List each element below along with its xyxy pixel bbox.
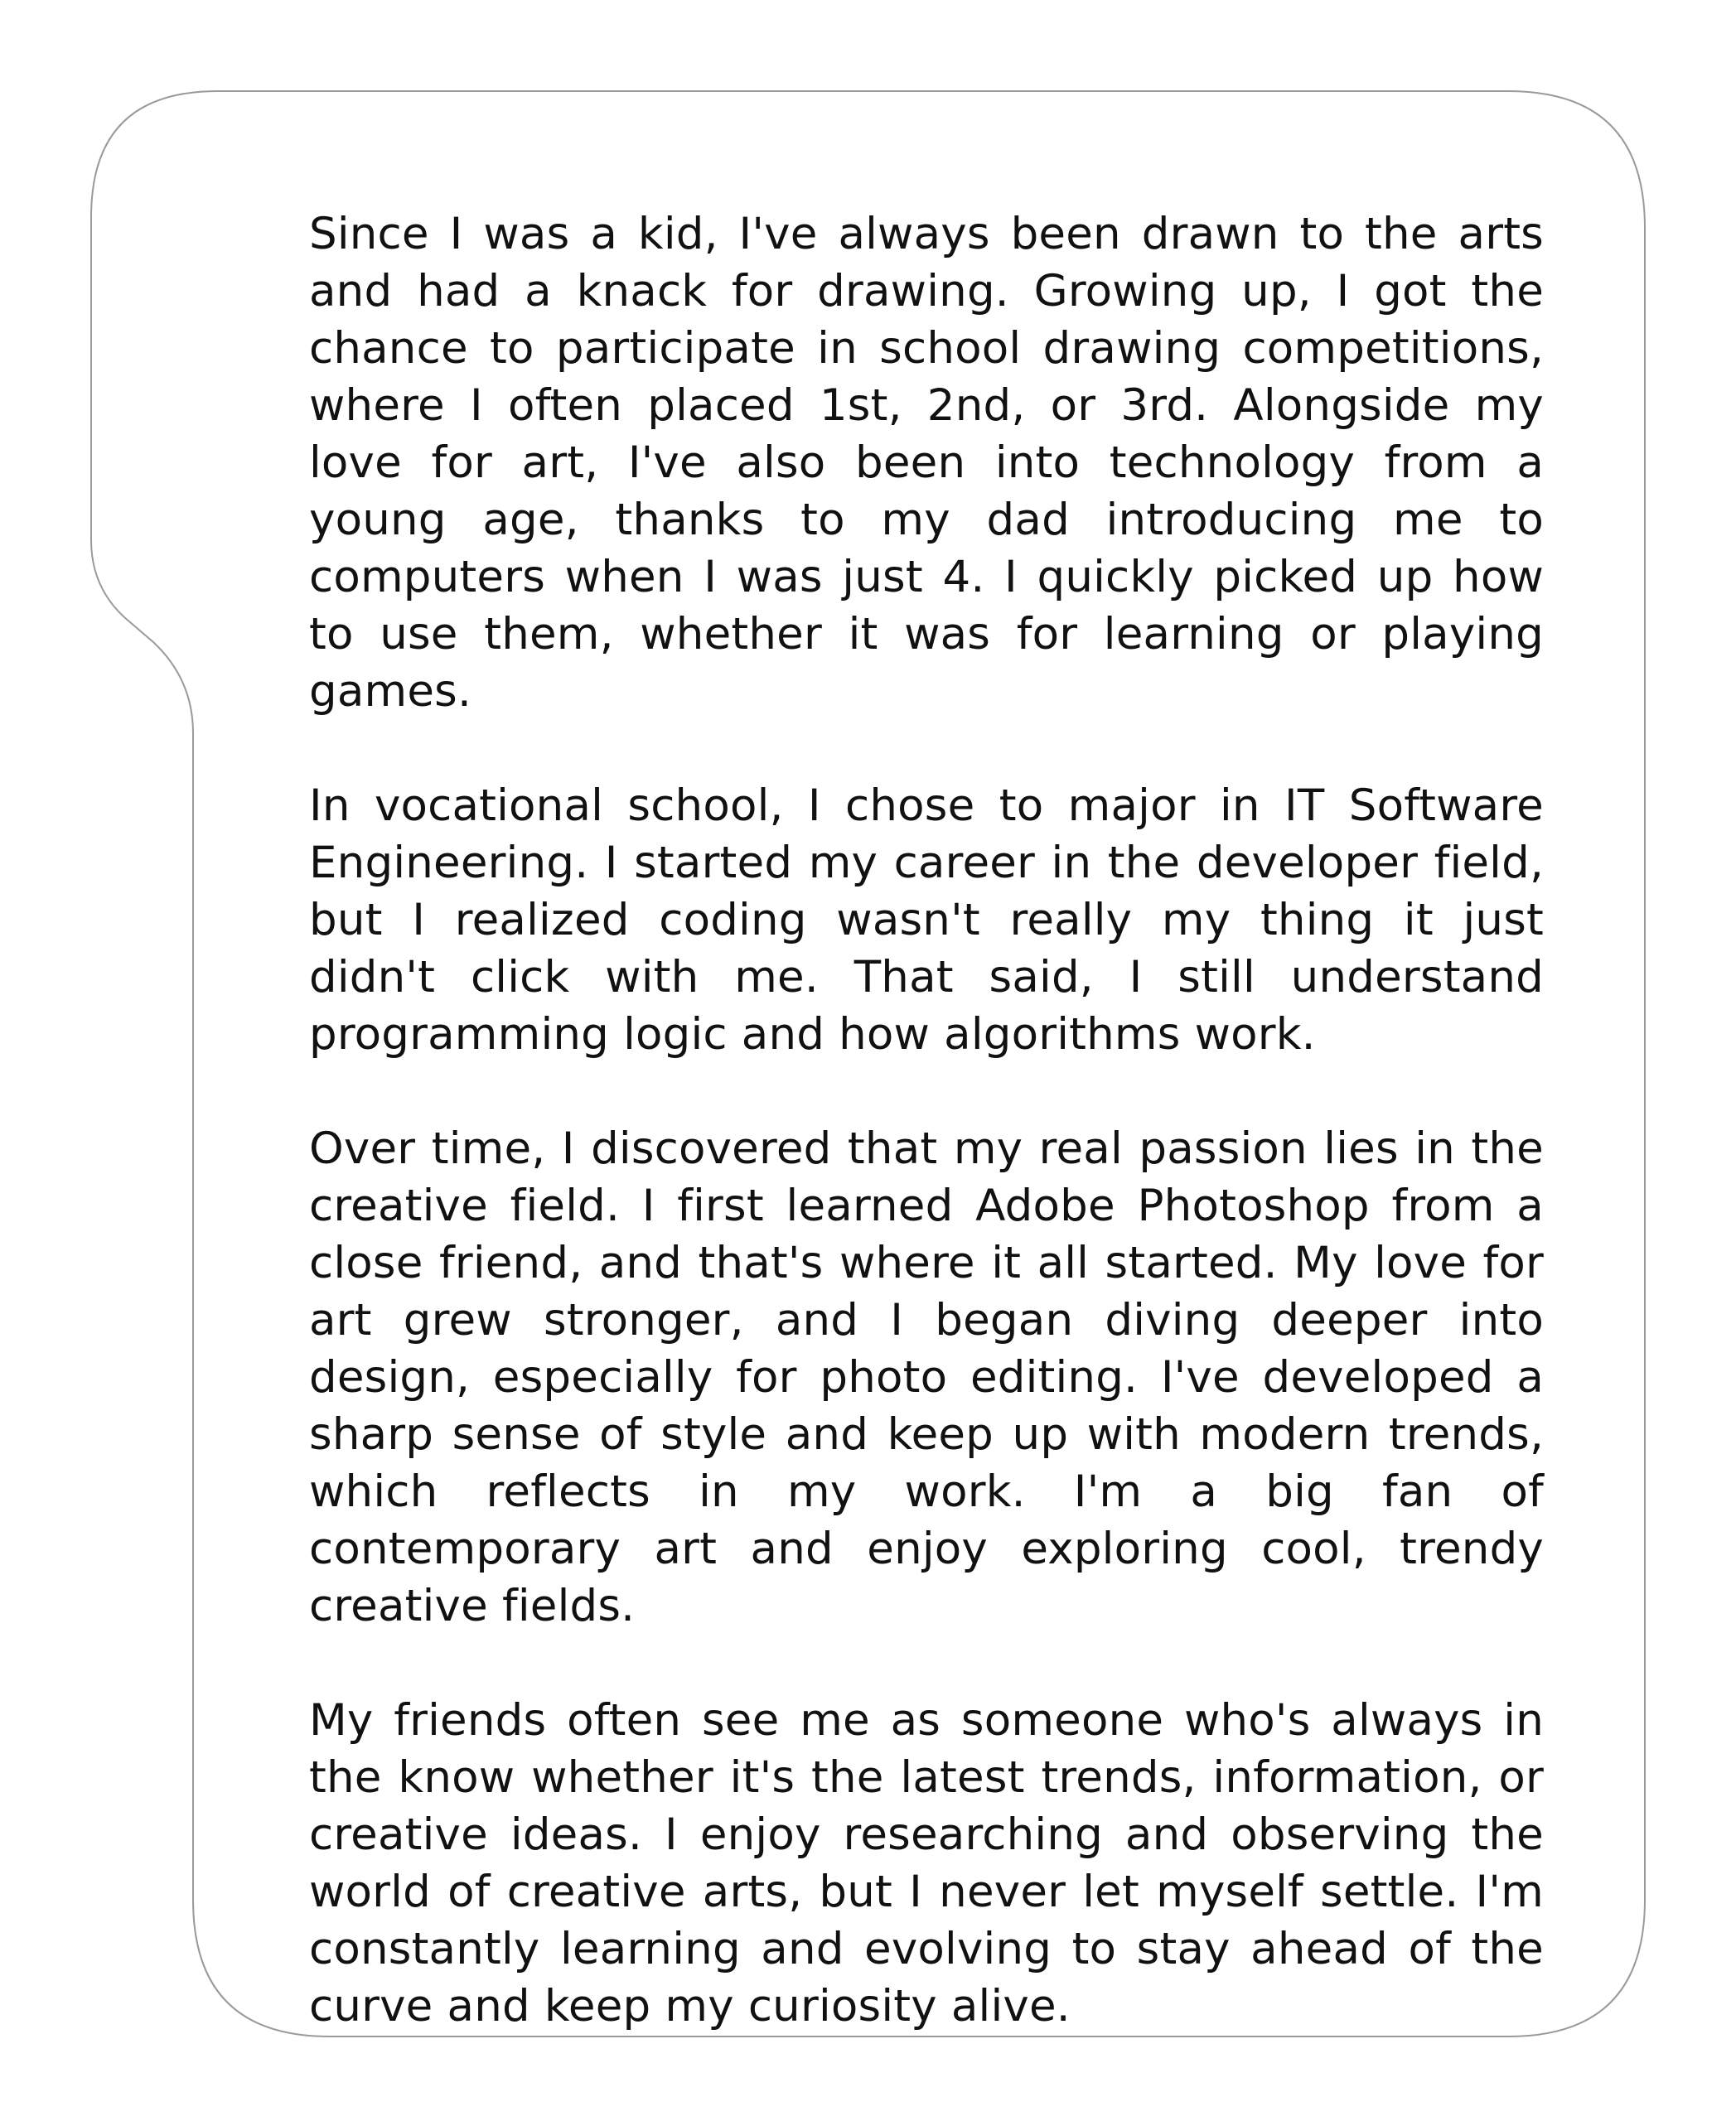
paragraph-friends-curiosity: My friends often see me as someone who's always in the know whether it's the latest trends, information, or creative ideas. I enjoy researching and observing the world of creative arts, but I never let myself settle. I'm constantly learning and evolving to stay ahead of the curve and keep my curiosity alive. [309,1695,1544,2032]
paragraph-childhood: Since I was a kid, I've always been drawn to the arts and had a knack for drawing. Growing up, I got the chance to participate in school drawing competitions, where I often placed 1st, 2nd, or 3rd. Alongside my love for art, I've also been into technology from a young age, thanks to my dad introducing me to computers when I was just 4. I quickly picked up how to use them, whether it was for learning or playing games. [309,209,1544,717]
paragraph-creative-passion: Over time, I discovered that my real passion lies in the creative field. I first learned Adobe Photoshop from a close friend, and that's where it all started. My love for art grew stronger, and I began diving deeper into design, especially for photo editing. I've developed a sharp sense of style and keep up with modern trends, which reflects in my work. I'm a big fan of contemporary art and enjoy exploring cool, trendy creative fields. [309,1123,1544,1631]
about-text-block [309,205,1544,2035]
paragraph-vocational-school: In vocational school, I chose to major in IT Software Engineering. I started my career in the developer field, but I realized coding wasn't really my thing it just didn't click with me. That said, I still understand programming logic and how algorithms work. [309,780,1544,1060]
